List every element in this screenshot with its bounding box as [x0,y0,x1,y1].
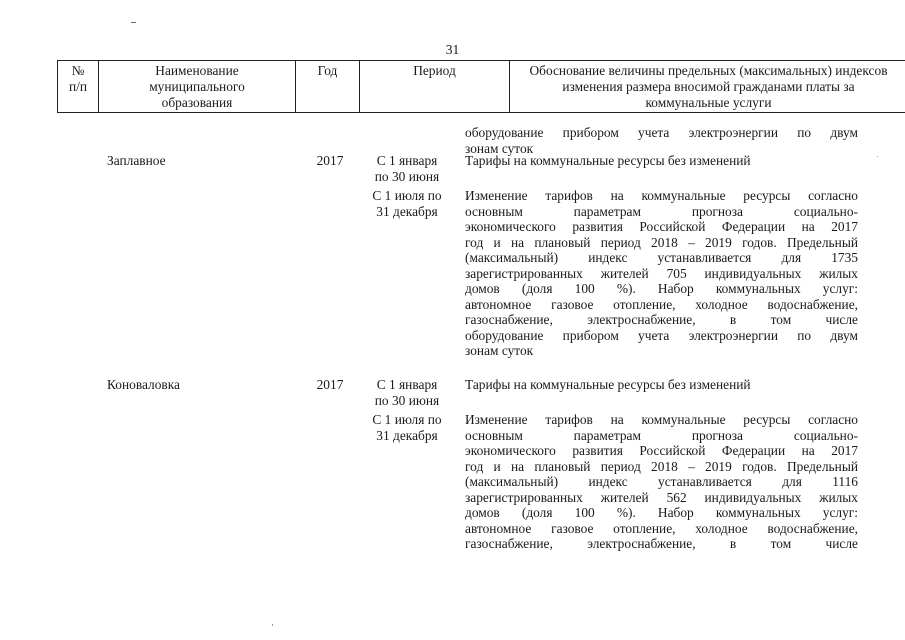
justification-text [465,377,858,393]
justification-line: домов (доля 100 %). Набор коммунальных услуг: [465,505,858,520]
justification-text [465,153,858,169]
scan-mark [131,22,136,23]
continuation-line: оборудование прибором учета электроэнергии по двум [465,125,858,140]
period-line: С 1 июля по [372,412,442,427]
year-cell: 2017 [316,377,344,392]
scan-mark [877,156,878,157]
period-cell [362,412,452,444]
period-line: 31 декабря [376,428,438,443]
period-line: С 1 января [376,153,438,168]
justification-line: основным параметрам прогноза социально- [465,203,858,219]
period-line: С 1 июля по [372,188,442,203]
justification-line: год и на плановый период 2018 – 2019 годов. Предельный [465,458,858,474]
justification-line: год и на плановый период 2018 – 2019 годов. Предельный [465,234,858,250]
justification-line: домов (доля 100 %). Набор коммунальных услуг: [465,281,858,296]
header-year: Год [296,61,360,113]
justification-line: (максимальный) индекс устанавливается для 1735 [465,250,858,265]
justification-line: экономического развития Российской Федерации на 2017 [465,219,858,234]
justification-line: зонам суток [465,343,534,358]
period-line: С 1 января [376,377,438,392]
justification-line: газоснабжение, электроснабжение, в том числе [465,536,858,551]
continuation-line: зонам суток [465,140,534,156]
header-num: № п/п [58,61,99,113]
justification-line: автономное газовое отопление, холодное водоснабжение, [465,520,858,536]
justification-line: оборудование прибором учета электроэнергии по двум [465,327,858,343]
period-cell [362,188,452,220]
period-line: по 30 июня [374,169,440,184]
justification-line: Изменение тарифов на коммунальные ресурсы согласно [465,412,858,427]
table-header [57,60,905,113]
municipality-name: Заплавное [107,153,166,168]
period-line: по 30 июня [374,393,440,408]
period-cell [362,377,452,409]
period-cell [362,153,452,185]
year-cell: 2017 [316,153,344,168]
header-name: Наименование муниципального образования [99,61,296,113]
municipality-name: Коноваловка [107,377,180,392]
header-row [58,61,905,113]
scan-mark [272,624,273,626]
justification-line: основным параметрам прогноза социально- [465,427,858,443]
justification-line: газоснабжение, электроснабжение, в том числе [465,312,858,327]
justification-line: Тарифы на коммунальные ресурсы без изменений [465,377,751,392]
justification-line: зарегистрированных жителей 562 индивидуальных жилых [465,489,858,505]
justification-line: Изменение тарифов на коммунальные ресурсы согласно [465,188,858,203]
page-number: 31 [445,42,460,57]
header-period: Период [360,61,510,113]
justification-line: экономического развития Российской Федерации на 2017 [465,443,858,458]
justification-line: зарегистрированных жителей 705 индивидуальных жилых [465,265,858,281]
continuation-text [465,125,858,156]
justification-line: Тарифы на коммунальные ресурсы без изменений [465,153,751,168]
justification-line: автономное газовое отопление, холодное водоснабжение, [465,296,858,312]
justification-text [465,188,858,359]
period-line: 31 декабря [376,204,438,219]
header-justification: Обоснование величины предельных (максимальных) индексов изменения размера вносимой гражданами платы за коммунальные услуги [510,61,905,113]
justification-line: (максимальный) индекс устанавливается для 1116 [465,474,858,489]
justification-text [465,412,858,552]
